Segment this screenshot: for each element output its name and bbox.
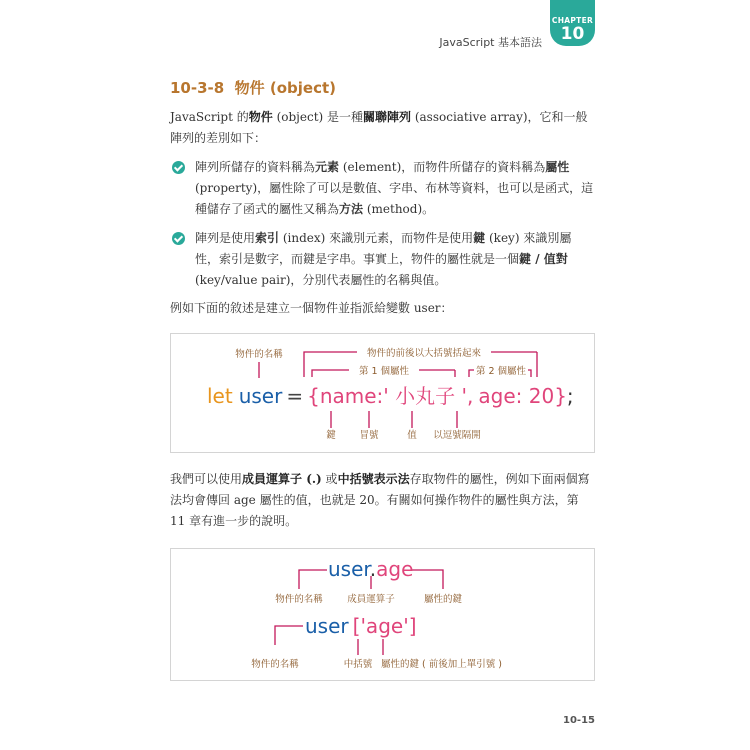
code-equals: = — [286, 384, 304, 408]
label-property-2: 第 2 個屬性 — [475, 366, 527, 377]
code-close-bracket: ] — [408, 614, 417, 638]
bold-term: 物件 — [248, 110, 273, 124]
label-braces: 物件的前後以大括號括起來 — [366, 348, 482, 359]
bold-term: 元素 — [315, 160, 340, 174]
intro-paragraph — [170, 107, 595, 149]
check-circle-icon — [172, 232, 185, 245]
code-semicolon: ; — [566, 384, 574, 408]
text: (object) 是一種 — [272, 110, 364, 124]
chapter-label: CHAPTER — [551, 16, 594, 25]
property-access-diagram — [170, 548, 595, 681]
access-paragraph — [170, 469, 595, 532]
text: 陣列所儲存的資料稱為 — [195, 160, 316, 174]
code-user: user — [238, 384, 283, 408]
running-header: JavaScript 基本語法 — [439, 36, 542, 49]
code-dot-notation — [328, 557, 413, 581]
label-object-name: 物件的名稱 — [235, 349, 283, 360]
label-property-key-1: 屬性的鍵 — [423, 594, 463, 605]
text: 或 — [321, 472, 338, 486]
text: JavaScript 的 — [170, 110, 249, 124]
label-bracket: 中括號 — [343, 659, 373, 670]
label-value: 值 — [407, 430, 417, 441]
bold-term: 鍵 — [473, 231, 486, 245]
text: 陣列是使用 — [195, 231, 256, 245]
section-title — [170, 77, 336, 98]
text: (element)，而物件所儲存的資料稱為 — [339, 160, 546, 174]
bullet-item-1 — [170, 157, 595, 220]
object-literal-figure — [171, 334, 594, 452]
label-member-operator: 成員運算子 — [347, 594, 395, 605]
bold-term: 中括號表示法 — [337, 472, 410, 486]
code-right-brace: } — [554, 384, 567, 408]
property-access-figure — [171, 549, 594, 680]
bullet-item-2 — [170, 228, 595, 291]
code-bracket-user: user — [305, 614, 349, 638]
code-open-bracket: [ — [352, 614, 361, 638]
code-let: let — [207, 384, 233, 408]
text: (key) 來識別屬性，索引是數字，而鍵是字串。事實上，物件的屬性就是一個 — [195, 231, 572, 266]
bold-term: 索引 — [255, 231, 280, 245]
object-literal-diagram — [170, 333, 595, 453]
code-bracket-notation — [305, 614, 417, 638]
bold-term: 方法 — [339, 202, 364, 216]
section-name: 物件 (object) — [234, 79, 337, 97]
code-left-brace: { — [307, 384, 320, 408]
example-intro: 例如下面的敘述是建立一個物件並指派給變數 user： — [170, 301, 453, 315]
label-object-name-1: 物件的名稱 — [275, 594, 323, 605]
code-dot-age: age — [376, 557, 414, 581]
code-comma: , — [467, 384, 474, 408]
text: (property)，屬性除了可以是數值、字串、布林等資料，也可以是函式，這種儲存了函式的屬性又稱為 — [195, 181, 594, 216]
label-property-key-2: 屬性的鍵 ( 前後加上單引號 ) — [381, 659, 502, 670]
bold-term: 關聯陣列 — [363, 110, 412, 124]
label-key: 鍵 — [326, 430, 336, 441]
text: (associative array)，它和一般陣列的差別如下： — [170, 110, 588, 145]
page-number: 10-15 — [563, 715, 595, 726]
code-dot: . — [369, 557, 377, 581]
bold-term: 成員運算子 (.) — [242, 472, 322, 486]
label-property-1: 第 1 個屬性 — [358, 366, 410, 377]
text: (key/value pair)，分別代表屬性的名稱與值。 — [195, 273, 447, 287]
code-dot-user: user — [328, 557, 370, 581]
text: (index) 來識別元素，而物件是使用 — [279, 231, 474, 245]
chapter-number: 10 — [560, 24, 585, 44]
bold-term: 鍵 / 值對 — [519, 252, 568, 266]
text: 我們可以使用 — [170, 472, 243, 486]
check-circle-icon — [172, 161, 185, 174]
code-age: age: 20 — [478, 384, 555, 408]
text: 存取物件的屬性，例如下面兩個寫法均會傳回 age 屬性的值，也就是 20。有關如何操作物件的屬性與方法，第 11 章有進一步的說明。 — [170, 472, 590, 528]
bold-term: 屬性 — [545, 160, 570, 174]
code-object-literal — [207, 384, 574, 408]
code-name-value: ' 小丸子 ' — [383, 384, 468, 408]
section-number: 10-3-8 — [170, 79, 225, 97]
text: (method)。 — [363, 202, 435, 216]
code-name-key: name: — [319, 384, 384, 408]
code-bracket-age: 'age' — [360, 614, 409, 638]
chapter-tab — [550, 0, 595, 46]
label-colon: 冒號 — [359, 430, 379, 441]
label-comma-separated: 以逗號隔開 — [433, 430, 481, 441]
label-object-name-2: 物件的名稱 — [251, 659, 299, 670]
